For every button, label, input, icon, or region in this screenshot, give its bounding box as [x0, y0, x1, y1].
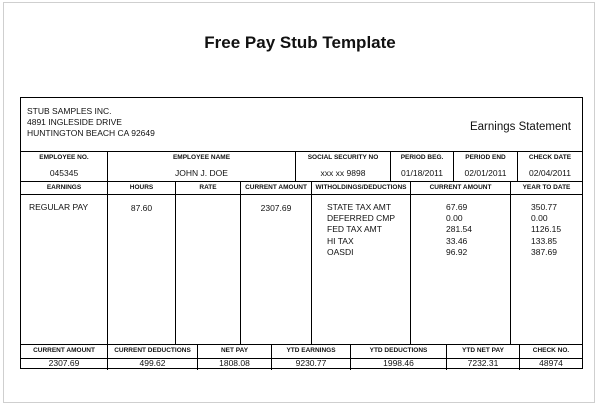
- summary-current-amount-header: CURRENT AMOUNT: [33, 347, 95, 354]
- deductions-ytd-list: [531, 202, 561, 258]
- employee-no-value: 045345: [49, 168, 79, 178]
- period-end-header: PERIOD END: [465, 154, 506, 161]
- page-title: Free Pay Stub Template: [204, 33, 396, 52]
- divider: [21, 344, 582, 345]
- earnings-hours: 87.60: [130, 203, 153, 213]
- earnings-statement-label: Earnings Statement: [469, 121, 571, 133]
- deduction-ytd: 0.00: [531, 213, 548, 224]
- current-amount-header: CURRENT AMOUNT: [245, 184, 307, 191]
- check-date-value: 02/04/2011: [529, 168, 571, 178]
- summary-net-pay-header: NET PAY: [220, 347, 249, 354]
- divider: [21, 151, 582, 152]
- divider: [311, 181, 312, 344]
- deduction-current: 33.46: [446, 235, 468, 246]
- summary-current-deductions-value: 499.62: [139, 358, 166, 368]
- deduction-name: DEFERRED CMP: [327, 213, 396, 224]
- company-address-line1: 4891 INGLESIDE DRIVE: [27, 117, 122, 127]
- employee-name-value: JOHN J. DOE: [175, 168, 228, 178]
- deduction-current: 281.54: [446, 224, 472, 235]
- company-address-line2: HUNTINGTON BEACH CA 92649: [27, 128, 155, 138]
- summary-current-deductions-header: CURRENT DEDUCTIONS: [114, 347, 191, 354]
- withholdings-header: WITHOLDINGS/DEDUCTIONS: [315, 184, 407, 191]
- summary-check-no-value: 48974: [539, 358, 563, 368]
- deduction-name: FED TAX AMT: [327, 224, 382, 235]
- summary-ytd-net-pay-value: 7232.31: [467, 358, 499, 368]
- deduction-name: HI TAX: [327, 235, 354, 246]
- employee-name-header: EMPLOYEE NAME: [172, 154, 231, 161]
- deduction-current: 96.92: [446, 246, 468, 257]
- rate-header: RATE: [199, 184, 217, 191]
- deduction-ytd: 133.85: [531, 235, 557, 246]
- divider: [410, 181, 411, 344]
- ssn-value: xxx xx 9898: [320, 168, 366, 178]
- summary-ytd-earnings-header: YTD EARNINGS: [286, 347, 336, 354]
- earnings-current-amount: 2307.69: [260, 203, 292, 213]
- divider: [175, 181, 176, 344]
- divider: [510, 181, 511, 344]
- divider: [21, 181, 582, 182]
- divider: [21, 194, 582, 195]
- summary-ytd-deductions-header: YTD DEDUCTIONS: [369, 347, 428, 354]
- deduction-current-amount-header: CURRENT AMOUNT: [429, 184, 492, 191]
- period-beg-header: PERIOD BEG.: [400, 154, 444, 161]
- deduction-ytd: 1126.15: [531, 224, 562, 235]
- summary-check-no-header: CHECK NO.: [532, 347, 570, 354]
- hours-header: HOURS: [129, 184, 154, 191]
- deductions-list: [327, 202, 395, 258]
- summary-net-pay-value: 1808.08: [219, 358, 250, 368]
- summary-ytd-net-pay-header: YTD NET PAY: [462, 347, 504, 354]
- deduction-current: 67.69: [446, 202, 468, 212]
- summary-ytd-earnings-value: 9230.77: [295, 358, 327, 368]
- period-beg-value: 01/18/2011: [401, 168, 443, 178]
- year-to-date-header: YEAR TO DATE: [522, 184, 571, 191]
- period-end-value: 02/01/2011: [464, 168, 507, 178]
- deduction-current: 0.00: [446, 213, 463, 224]
- pay-stub: [20, 97, 583, 369]
- deduction-ytd: 350.77: [531, 202, 557, 212]
- deduction-name: OASDI: [327, 246, 354, 257]
- earnings-type: REGULAR PAY: [29, 202, 89, 212]
- deduction-name: STATE TAX AMT: [327, 202, 392, 212]
- check-date-header: CHECK DATE: [528, 154, 572, 161]
- ssn-header: SOCIAL SECURITY NO: [307, 154, 379, 161]
- summary-current-amount-value: 2307.69: [48, 358, 80, 368]
- deduction-ytd: 387.69: [531, 246, 557, 257]
- earnings-header: EARNINGS: [46, 184, 82, 191]
- summary-ytd-deductions-value: 1998.46: [383, 358, 414, 368]
- deductions-current-list: [446, 202, 472, 258]
- employee-no-header: EMPLOYEE NO.: [39, 154, 89, 161]
- company-name: STUB SAMPLES INC.: [27, 106, 112, 116]
